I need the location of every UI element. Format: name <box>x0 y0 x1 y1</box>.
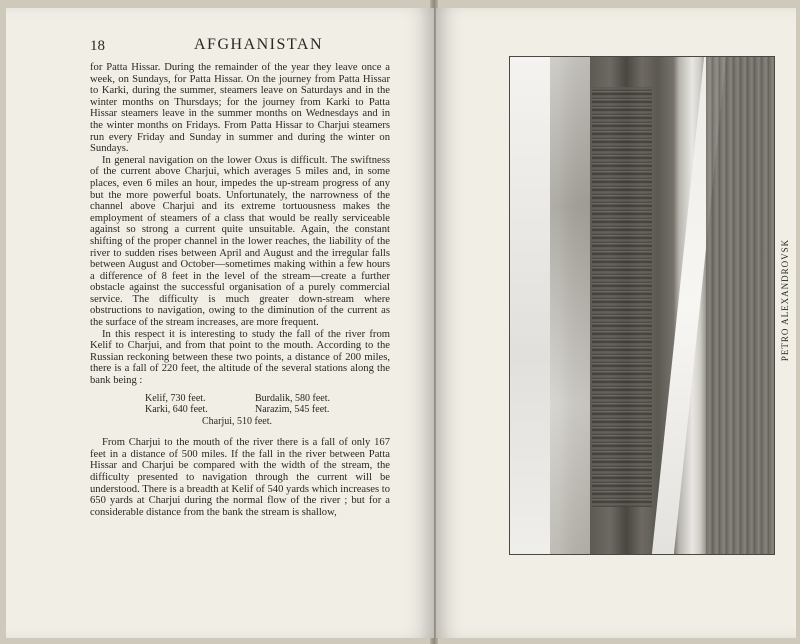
station-altitudes <box>90 393 390 428</box>
paragraph-continued: for Patta Hissar. During the remainder of the year they leave once a week, on Sundays, for Patta Hissar. On the journey from Patta Hissar to Karki, during the summer, steamers leave on Saturdays and in the winter months on Thursdays; for the journey from Karki to Patta Hissar steamers leave in the summer months on Wednesdays and in the winter months on Fridays. From Patta Hissar to Charjui steamers run every Friday and Sunday in summer and during the winter on Sundays. <box>90 62 390 155</box>
station-kelif: Kelif, 730 feet. <box>145 392 206 404</box>
station-narazim: Narazim, 545 feet. <box>255 404 330 416</box>
photo-field <box>706 57 774 554</box>
plate-photograph <box>509 56 775 555</box>
running-head: AFGHANISTAN <box>194 36 323 53</box>
body-text <box>90 62 390 518</box>
page-number: 18 <box>90 38 105 54</box>
station-charjui: Charjui, 510 feet. <box>202 415 272 427</box>
photo-sky <box>510 57 550 554</box>
paragraph-river-fall: In this respect it is interesting to study the fall of the river from Kelif to Charjui, and from that point to the mouth. According to the Russian reckoning between these two points, a distance of 200 miles, there is a fall of 220 feet, the altitude of the several stations along the bank being : <box>90 328 390 387</box>
station-burdalik: Burdalik, 580 feet. <box>255 392 330 404</box>
paragraph-navigation: In general navigation on the lower Oxus is difficult. The swiftness of the current above Charjui, which averages 5 miles and, in some places, even 6 miles an hour, impedes the up-stream progress of any but the more powerful boats. Unfortunately, the narrowness of the channel above Charjui and its extreme tortuousness makes the employment of steamers of a class that would be really serviceable against so strong a current quite unsuitable. Again, the constant shifting of the proper channel in the lower reaches, the liability of the river to sudden rises between April and August and the irregular falls between August and October—sometimes making within a few hours a difference of 8 feet in the level of the stream—create a further obstacle against the successful organisation of a purely commercial service. The difficulty is much greater down-stream where obstructions to navigation, owing to the diminution of the current as the surface of the stream increases, are more frequent. <box>90 154 390 329</box>
photo-mountains <box>550 57 590 554</box>
plate-caption: PETRO ALEXANDROVSK <box>780 238 790 362</box>
paragraph-charjui-mouth: From Charjui to the mouth of the river there is a fall of only 167 feet in a distance of 500 miles. If the fall in the river between Patta Hissar and Charjui be compared with the width of the stream, the difficulty presented to navigation through the current will be understood. There is a breadth at Kelif of 540 yards which increases to 650 yards at Charjui during the normal flow of the river ; but for a considerable distance from the bank the stream is shallow, <box>90 437 390 518</box>
page-header <box>90 36 390 58</box>
photo-town <box>592 87 652 507</box>
station-karki: Karki, 640 feet. <box>145 404 208 416</box>
